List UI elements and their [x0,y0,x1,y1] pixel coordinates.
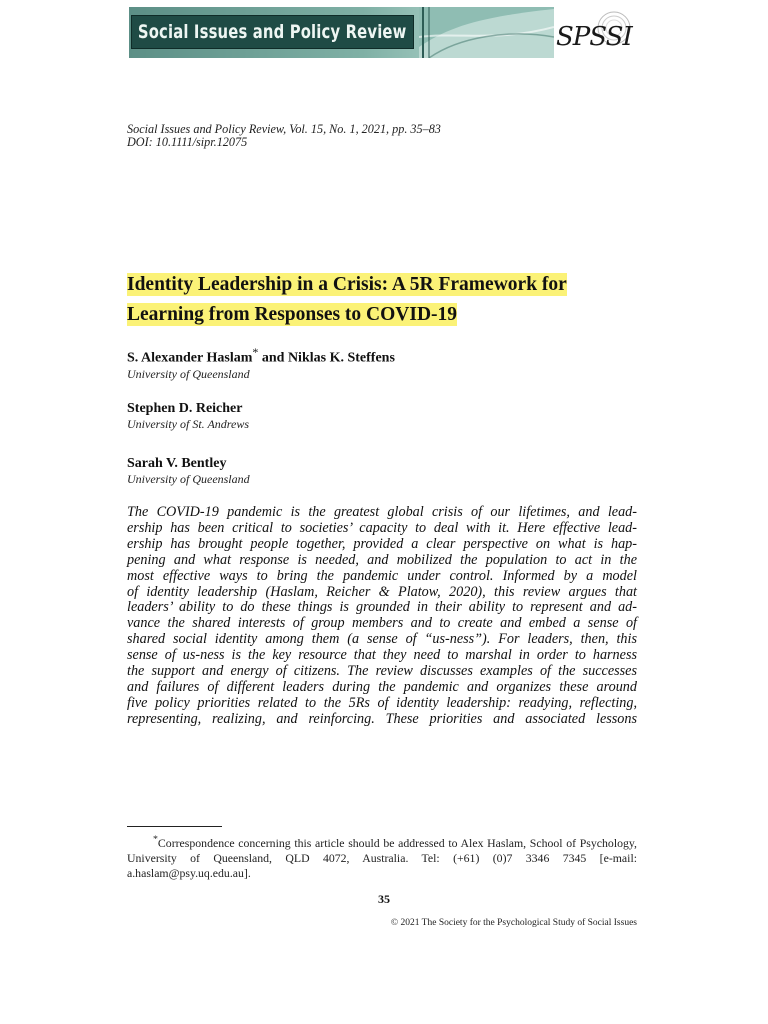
author-name: Stephen D. Reicher [127,401,243,416]
author-group-1 [127,344,395,382]
author-name: S. Alexander Haslam* and Niklas K. Steffens [127,345,395,366]
article-title [127,270,647,330]
footnote-marker[interactable]: * [252,345,259,359]
logo-text: SPSSI [556,22,632,52]
abstract-line: ership has brought people together, provided a clear perspective on what is hap- [127,535,637,552]
abstract-line: the support and energy of citizens. The review discusses examples of the successes [127,663,637,680]
citation-block [127,123,441,149]
spssi-logo [556,8,636,58]
footnote-rule [127,826,222,827]
journal-title: Social Issues and Policy Review [138,21,407,43]
banner-texture-icon [419,7,554,58]
abstract-line: pening and what response is needed, and mobilized the population to act in the [127,551,637,568]
author-group-3 [127,455,250,487]
abstract-line: five policy priorities related to the 5Rs of identity leadership: readying, reflecting, [127,694,637,711]
page-number: 35 [378,892,390,906]
author-affiliation: University of Queensland [127,472,250,486]
citation-doi: DOI: 10.1111/sipr.12075 [127,135,248,149]
title-line-1: Identity Leadership in a Crisis: A 5R Framework for [127,274,567,295]
abstract-line: The COVID-19 pandemic is the greatest global crisis of our lifetimes, and lead- [127,504,637,520]
title-line-2: Learning from Responses to COVID-19 [127,304,458,325]
abstract-line: most effective ways to bring the pandemic under control. Informed by a model [127,567,637,584]
correspondence-footnote [127,832,637,881]
citation-volume: Social Issues and Policy Review, Vol. 15, No. 1, 2021, pp. 35–83 [127,122,441,136]
journal-title-box [131,15,414,49]
journal-banner [129,7,554,58]
footnote-marker: * [153,834,158,845]
copyright-notice: © 2021 The Society for the Psychological Study of Social Issues [390,918,637,928]
author-name: Sarah V. Bentley [127,456,227,471]
abstract-line: shared social identity among them (a sense of “us-ness”). For leaders, then, this [127,631,637,648]
abstract-line: and failures of different leaders during the pandemic and organizes these around [127,678,637,695]
abstract-line: sense of us-ness is the key resource that they need to marshal in order to harness [127,647,637,664]
abstract-line: representing, realizing, and reinforcing. These priorities and associated lessons [127,710,637,727]
author-group-2 [127,400,249,432]
footnote-text: Correspondence concerning this article should be addressed to Alex Haslam, School of Psychology, University of Queensland, QLD 4072, Australia. Tel: (+61) (0)7 3346 7345 [e-mail: a.haslam@psy.uq.edu.au]. [127,835,637,880]
abstract [127,505,637,728]
abstract-line: leaders’ ability to do these things is grounded in their ability to represent and ad- [127,599,637,616]
abstract-line: vance the shared interests of group members and to create and embed a sense of [127,615,637,632]
author-affiliation: University of Queensland [127,366,250,381]
author-affiliation: University of St. Andrews [127,417,249,431]
abstract-line: ership has been critical to societies’ capacity to deal with it. Here effective lead- [127,519,637,536]
abstract-line: of identity leadership (Haslam, Reicher & Platow, 2020), this review argues that [127,583,637,600]
